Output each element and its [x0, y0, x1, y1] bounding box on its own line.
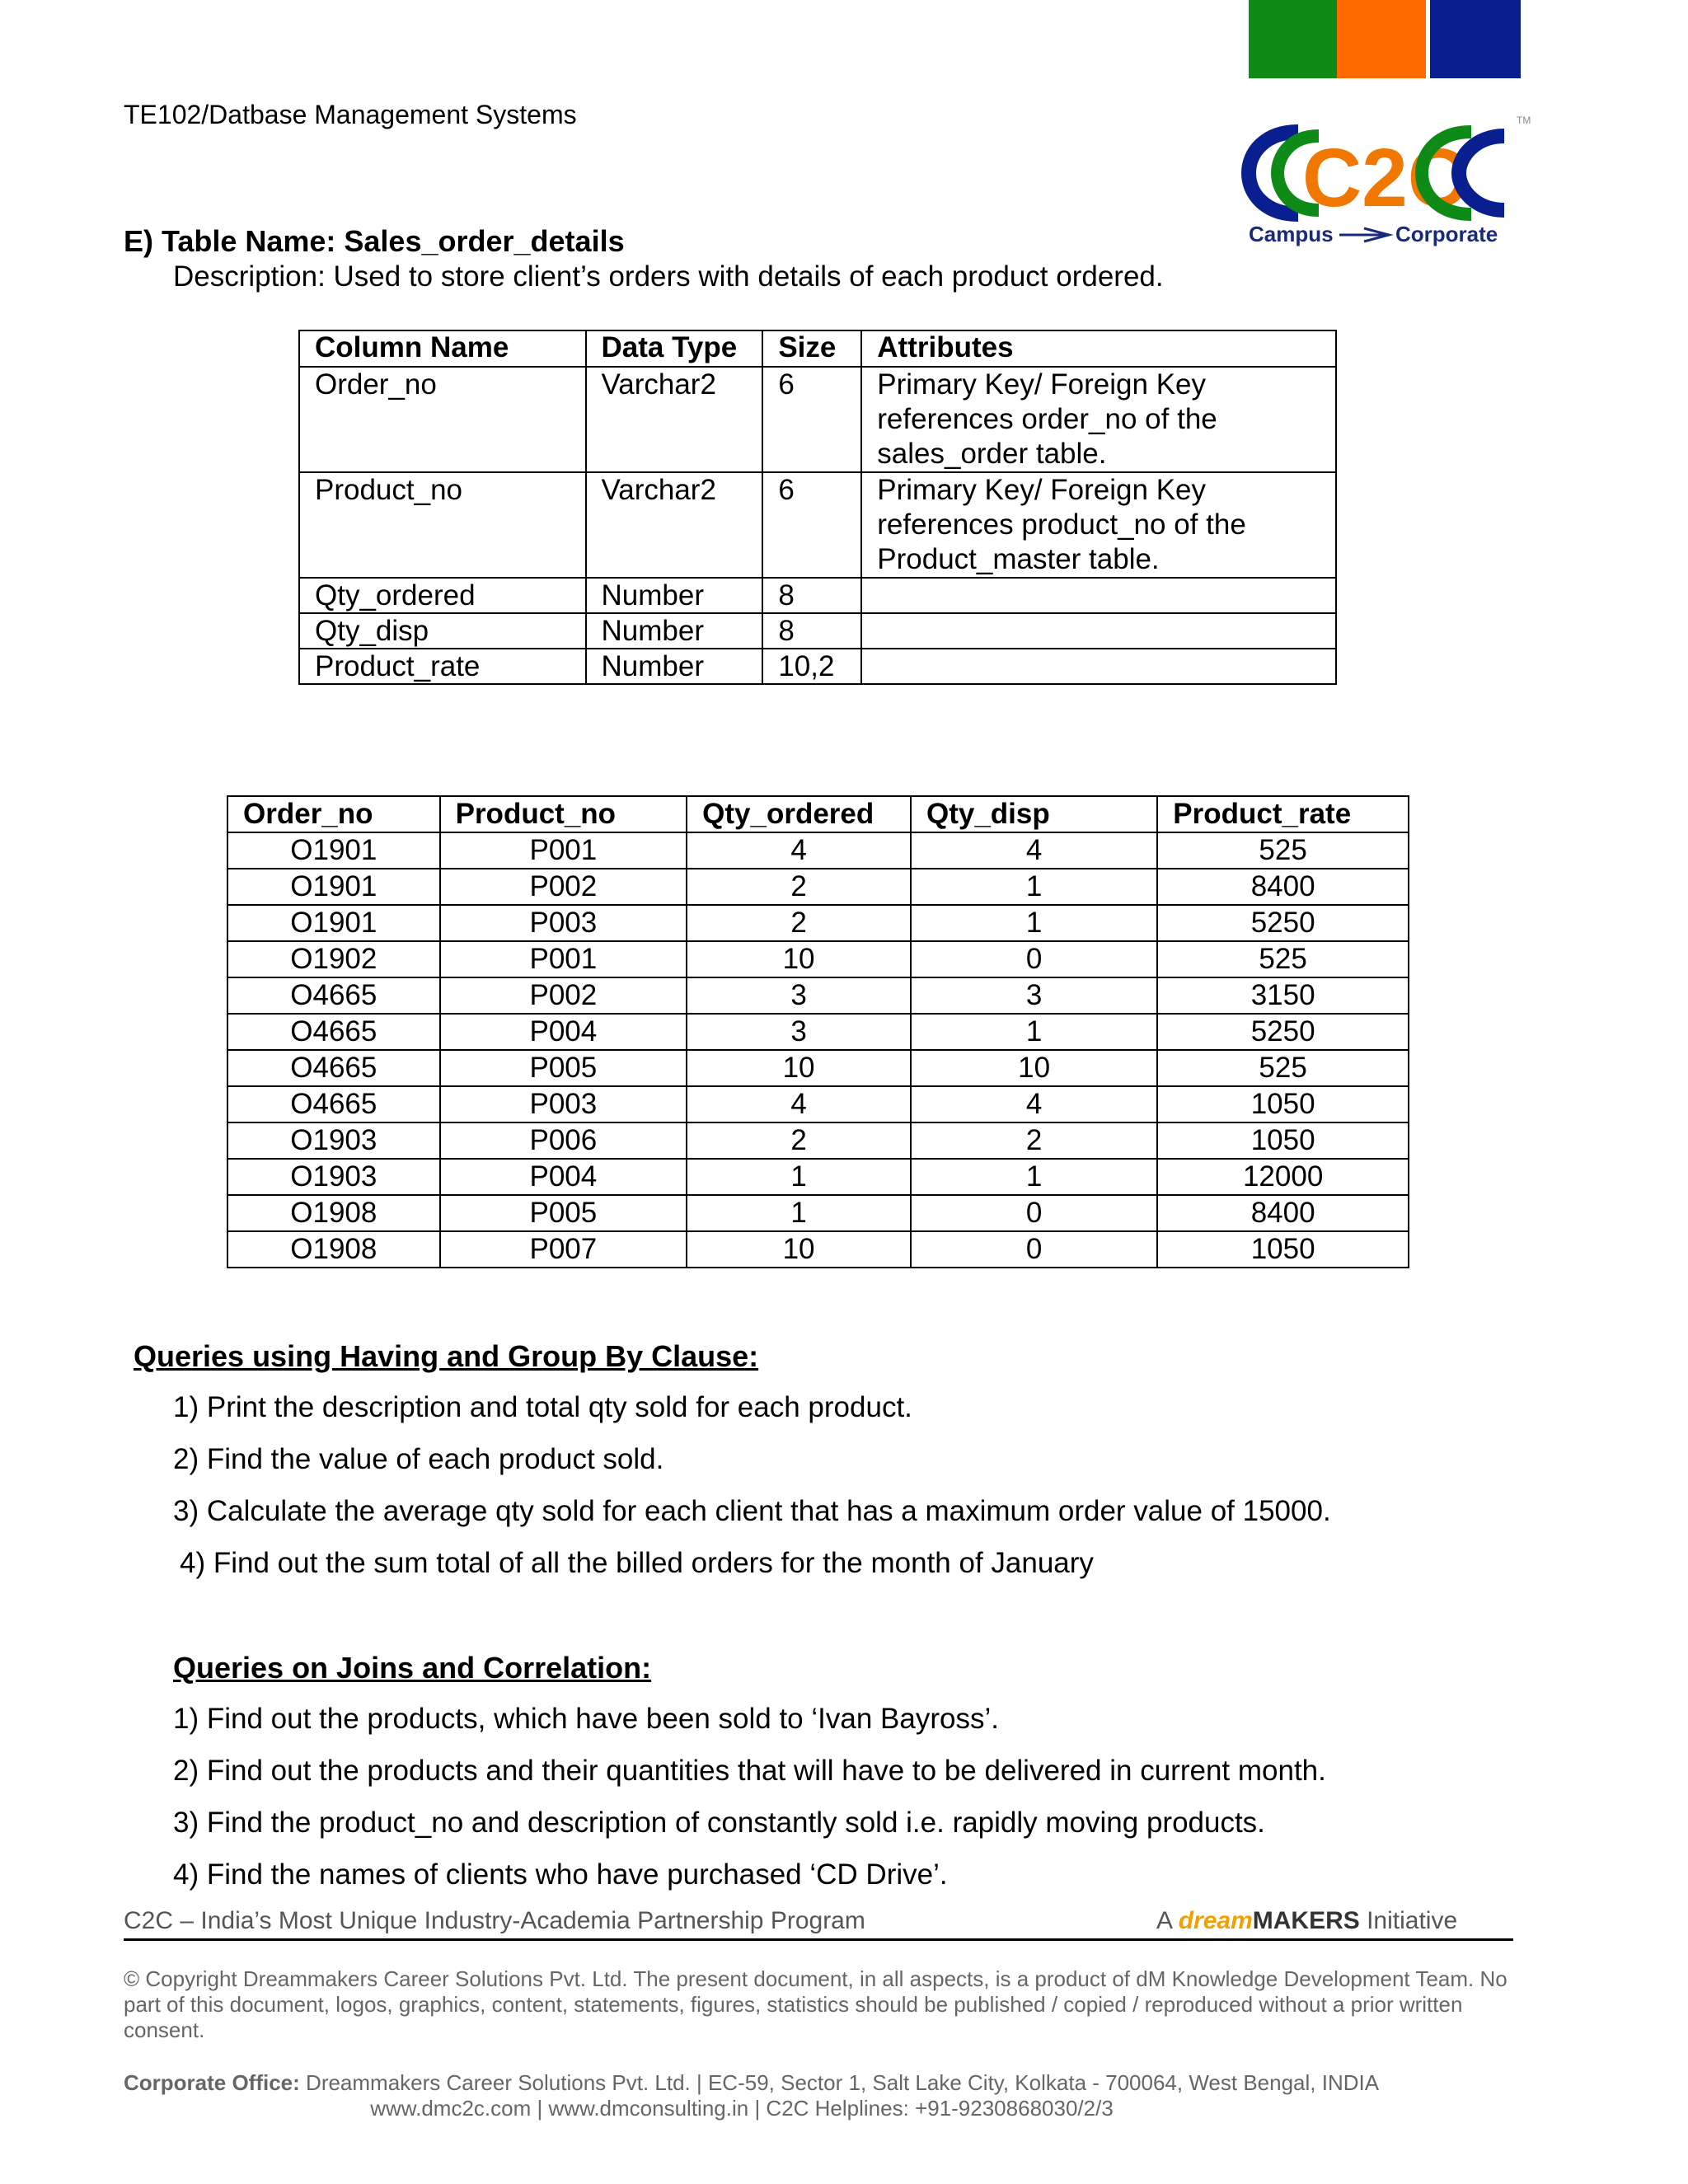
order-no-cell: O4665 [227, 1050, 440, 1086]
qty-disp-cell: 4 [911, 832, 1157, 869]
table-row [227, 1014, 1409, 1050]
schema-data-type: Number [586, 649, 763, 684]
product-rate-cell: 8400 [1157, 1195, 1409, 1231]
schema-attributes [861, 649, 1336, 684]
product-no-cell: P006 [440, 1122, 687, 1159]
table-row [227, 977, 1409, 1014]
qty-ordered-cell: 10 [687, 1231, 911, 1268]
qty-ordered-cell: 4 [687, 1086, 911, 1122]
product-no-cell: P002 [440, 977, 687, 1014]
footer-initiative-prefix: A [1156, 1907, 1179, 1934]
product-rate-cell: 5250 [1157, 905, 1409, 941]
course-header: TE102/Datbase Management Systems [124, 100, 577, 129]
schema-attribute-line: references product_no of the [877, 509, 1246, 541]
table-row [227, 941, 1409, 977]
query-item: 2) Find the value of each product sold. [173, 1443, 664, 1475]
schema-attribute-line: sales_order table. [877, 438, 1107, 470]
query-item: 2) Find out the products and their quantities that will have to be delivered in current month. [173, 1755, 1326, 1787]
qty-ordered-cell: 3 [687, 977, 911, 1014]
product-no-cell: P001 [440, 832, 687, 869]
schema-attribute-line: Product_master table. [877, 543, 1160, 575]
product-no-cell: P004 [440, 1159, 687, 1195]
orders-header-cell: Product_no [440, 796, 687, 832]
schema-attributes [861, 613, 1336, 649]
footer-initiative-suffix: Initiative [1359, 1907, 1458, 1934]
table-row [227, 1231, 1409, 1268]
query-item: 3) Find the product_no and description of constantly sold i.e. rapidly moving products. [173, 1807, 1265, 1839]
qty-disp-cell: 1 [911, 1014, 1157, 1050]
schema-header-cell: Column Name [299, 330, 586, 367]
qty-ordered-cell: 2 [687, 905, 911, 941]
logo-tagline-left: Campus [1249, 222, 1334, 246]
schema-size: 8 [762, 613, 861, 649]
schema-row [299, 649, 1336, 684]
c2c-logo [1240, 111, 1529, 251]
product-no-cell: P002 [440, 869, 687, 905]
qty-ordered-cell: 1 [687, 1159, 911, 1195]
order-no-cell: O1903 [227, 1159, 440, 1195]
product-rate-cell: 525 [1157, 1050, 1409, 1086]
table-row [227, 1086, 1409, 1122]
table-row [227, 905, 1409, 941]
product-no-cell: P005 [440, 1050, 687, 1086]
query-item: 1) Find out the products, which have been sold to ‘Ivan Bayross’. [173, 1703, 999, 1735]
logo-tagline-right: Corporate [1395, 222, 1498, 246]
qty-ordered-cell: 4 [687, 832, 911, 869]
qty-ordered-cell: 10 [687, 1050, 911, 1086]
brand-color-block-blue [1430, 0, 1521, 78]
footer-initiative-dream: dream [1178, 1907, 1253, 1934]
product-rate-cell: 3150 [1157, 977, 1409, 1014]
product-no-cell: P004 [440, 1014, 687, 1050]
qty-ordered-cell: 10 [687, 941, 911, 977]
schema-row [299, 578, 1336, 613]
schema-column-name: Product_rate [299, 649, 586, 684]
table-row [227, 1159, 1409, 1195]
qty-ordered-cell: 1 [687, 1195, 911, 1231]
table-row [227, 1050, 1409, 1086]
query-item: 4) Find the names of clients who have purchased ‘CD Drive’. [173, 1858, 948, 1891]
corporate-office [124, 2070, 1442, 2096]
schema-row [299, 613, 1336, 649]
order-no-cell: O1908 [227, 1231, 440, 1268]
corporate-contacts: www.dmc2c.com | www.dmconsulting.in | C2C Helplines: +91-9230868030/2/3 [370, 2096, 1114, 2121]
product-rate-cell: 1050 [1157, 1086, 1409, 1122]
qty-disp-cell: 0 [911, 1195, 1157, 1231]
schema-column-name: Order_no [299, 367, 586, 472]
order-no-cell: O1902 [227, 941, 440, 977]
product-rate-cell: 1050 [1157, 1122, 1409, 1159]
product-no-cell: P001 [440, 941, 687, 977]
qty-disp-cell: 1 [911, 905, 1157, 941]
order-no-cell: O1903 [227, 1122, 440, 1159]
order-no-cell: O1908 [227, 1195, 440, 1231]
schema-attributes [861, 472, 1336, 578]
order-no-cell: O1901 [227, 905, 440, 941]
query-item: 3) Calculate the average qty sold for each client that has a maximum order value of 15000. [173, 1495, 1331, 1527]
product-no-cell: P003 [440, 1086, 687, 1122]
schema-attributes [861, 578, 1336, 613]
copyright-notice: © Copyright Dreammakers Career Solutions Pvt. Ltd. The present document, in all aspects, is a product of dM Knowledge Development Team. No part of this document, logos, graphics, content, statements, figures, statistics should be published / copied / reproduced without a prior written consent. [124, 1966, 1507, 2042]
schema-header-cell: Attributes [861, 330, 1336, 367]
queries-joins-title: Queries on Joins and Correlation: [173, 1651, 652, 1685]
corporate-office-label: Corporate Office: [124, 2070, 300, 2095]
order-no-cell: O1901 [227, 832, 440, 869]
product-no-cell: P005 [440, 1195, 687, 1231]
qty-disp-cell: 3 [911, 977, 1157, 1014]
schema-column-name: Product_no [299, 472, 586, 578]
schema-row [299, 367, 1336, 472]
qty-disp-cell: 10 [911, 1050, 1157, 1086]
query-item: 1) Print the description and total qty sold for each product. [173, 1391, 912, 1423]
qty-disp-cell: 0 [911, 1231, 1157, 1268]
schema-data-type: Varchar2 [586, 472, 763, 578]
product-no-cell: P003 [440, 905, 687, 941]
schema-attribute-line: references order_no of the [877, 403, 1217, 435]
table-row [227, 869, 1409, 905]
brand-color-block-orange [1337, 0, 1426, 78]
schema-data-type: Varchar2 [586, 367, 763, 472]
footer-initiative [1156, 1907, 1457, 1935]
schema-table-body [299, 367, 1336, 684]
orders-header-cell: Product_rate [1157, 796, 1409, 832]
product-rate-cell: 5250 [1157, 1014, 1409, 1050]
product-rate-cell: 8400 [1157, 869, 1409, 905]
product-rate-cell: 525 [1157, 941, 1409, 977]
order-no-cell: O4665 [227, 1014, 440, 1050]
table-row [227, 1195, 1409, 1231]
qty-disp-cell: 2 [911, 1122, 1157, 1159]
order-no-cell: O1901 [227, 869, 440, 905]
order-no-cell: O4665 [227, 977, 440, 1014]
qty-disp-cell: 1 [911, 1159, 1157, 1195]
qty-disp-cell: 1 [911, 869, 1157, 905]
orders-header-row [227, 796, 1409, 832]
qty-ordered-cell: 2 [687, 869, 911, 905]
orders-table-body [227, 832, 1409, 1268]
schema-column-name: Qty_ordered [299, 578, 586, 613]
table-row [227, 1122, 1409, 1159]
order-no-cell: O4665 [227, 1086, 440, 1122]
schema-data-type: Number [586, 613, 763, 649]
corporate-office-address: Dreammakers Career Solutions Pvt. Ltd. | EC-59, Sector 1, Salt Lake City, Kolkata - 700064, West Bengal, INDIA [299, 2070, 1380, 2095]
schema-header-row [299, 330, 1336, 367]
orders-header-cell: Qty_ordered [687, 796, 911, 832]
schema-header-cell: Size [762, 330, 861, 367]
qty-ordered-cell: 2 [687, 1122, 911, 1159]
footer-divider [124, 1938, 1513, 1941]
orders-data-table [227, 795, 1409, 1268]
brand-color-block-green [1249, 0, 1338, 78]
section-title: E) Table Name: Sales_order_details [124, 224, 625, 258]
product-rate-cell: 1050 [1157, 1231, 1409, 1268]
logo-text: C2C [1301, 132, 1468, 224]
footer-initiative-makers: MAKERS [1252, 1907, 1360, 1934]
schema-header-cell: Data Type [586, 330, 763, 367]
section-description: Description: Used to store client’s orders with details of each product ordered. [173, 260, 1164, 293]
qty-ordered-cell: 3 [687, 1014, 911, 1050]
schema-row [299, 472, 1336, 578]
schema-size: 8 [762, 578, 861, 613]
schema-attribute-line: Primary Key/ Foreign Key [877, 474, 1207, 506]
arrow-icon [1339, 228, 1389, 241]
schema-size: 10,2 [762, 649, 861, 684]
schema-table [298, 330, 1337, 685]
qty-disp-cell: 0 [911, 941, 1157, 977]
trademark-mark: TM [1517, 115, 1531, 126]
footer-program-text: C2C – India’s Most Unique Industry-Academia Partnership Program [124, 1907, 865, 1934]
queries-group-title: Queries using Having and Group By Clause: [134, 1339, 759, 1373]
product-rate-cell: 12000 [1157, 1159, 1409, 1195]
product-rate-cell: 525 [1157, 832, 1409, 869]
schema-attribute-line: Primary Key/ Foreign Key [877, 368, 1207, 401]
qty-disp-cell: 4 [911, 1086, 1157, 1122]
schema-column-name: Qty_disp [299, 613, 586, 649]
product-no-cell: P007 [440, 1231, 687, 1268]
schema-size: 6 [762, 367, 861, 472]
schema-attributes [861, 367, 1336, 472]
table-row [227, 832, 1409, 869]
query-item: 4) Find out the sum total of all the billed orders for the month of January [180, 1547, 1094, 1579]
orders-header-cell: Order_no [227, 796, 440, 832]
schema-size: 6 [762, 472, 861, 578]
orders-header-cell: Qty_disp [911, 796, 1157, 832]
schema-data-type: Number [586, 578, 763, 613]
queries-group-underline [124, 1370, 1525, 1372]
